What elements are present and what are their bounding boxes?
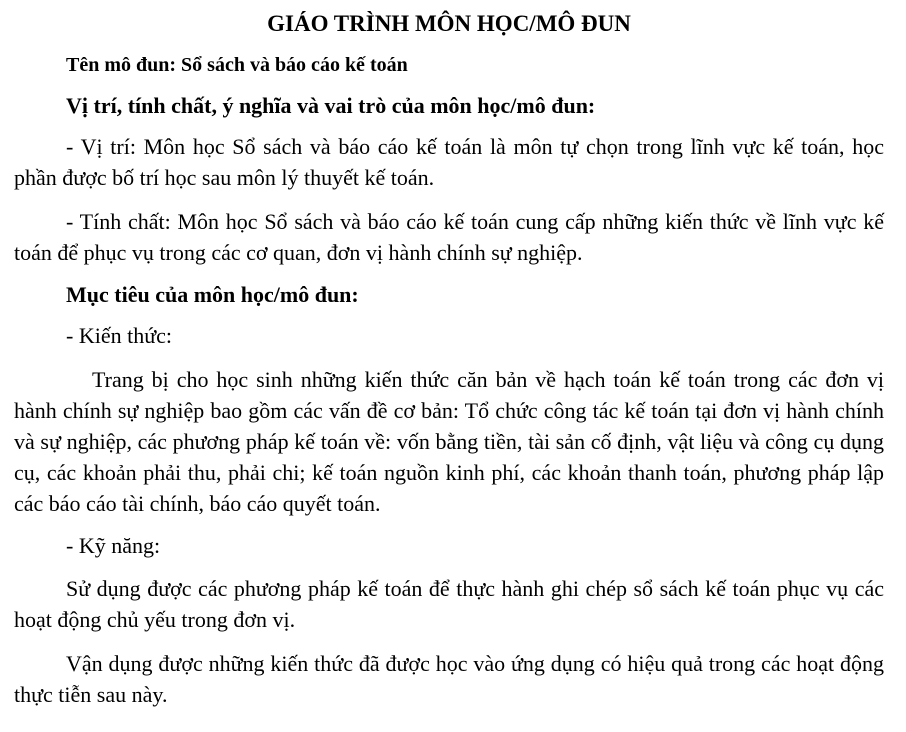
position-heading: Vị trí, tính chất, ý nghĩa và vai trò của môn học/mô đun: [66, 93, 596, 118]
module-name-label: Tên mô đun: [66, 54, 177, 76]
skills-label: - Kỹ năng: [66, 533, 161, 558]
module-name-line [14, 51, 884, 79]
objectives-heading: Mục tiêu của môn học/mô đun: [66, 282, 359, 307]
document-title: GIÁO TRÌNH MÔN HỌC/MÔ ĐUN [267, 11, 631, 36]
position-paragraph: - Vị trí: Môn học Sổ sách và báo cáo kế toán là môn tự chọn trong lĩnh vực kế toán, học phần được bố trí học sau môn lý thuyết kế toán. [14, 134, 884, 190]
knowledge-paragraph: Trang bị cho học sinh những kiến thức căn bản về hạch toán kế toán trong các đơn vị hành chính sự nghiệp bao gồm các vấn đề cơ bản: Tổ chức công tác kế toán tại đơn vị hành chính và sự nghiệp, các phương pháp kế toán về: vốn bằng tiền, tài sản cố định, vật liệu và công cụ dụng cụ, các khoản phải thu, phải chi; kế toán nguồn kinh phí, các khoản thanh toán, phương pháp lập các báo cáo tài chính, báo cáo quyết toán. [14, 367, 884, 516]
skills-paragraph-1: Sử dụng được các phương pháp kế toán để thực hành ghi chép sổ sách kế toán phục vụ các hoạt động chủ yếu trong đơn vị. [14, 576, 884, 632]
nature-paragraph: - Tính chất: Môn học Sổ sách và báo cáo kế toán cung cấp những kiến thức về lĩnh vực kế toán để phục vụ trong các cơ quan, đơn vị hành chính sự nghiệp. [14, 209, 884, 265]
document-page [14, 0, 884, 710]
module-name-value: Sổ sách và báo cáo kế toán [181, 54, 408, 76]
knowledge-label: - Kiến thức: [66, 323, 173, 348]
skills-paragraph-2: Vận dụng được những kiến thức đã được học vào ứng dụng có hiệu quả trong các hoạt động thực tiễn sau này. [14, 651, 884, 707]
